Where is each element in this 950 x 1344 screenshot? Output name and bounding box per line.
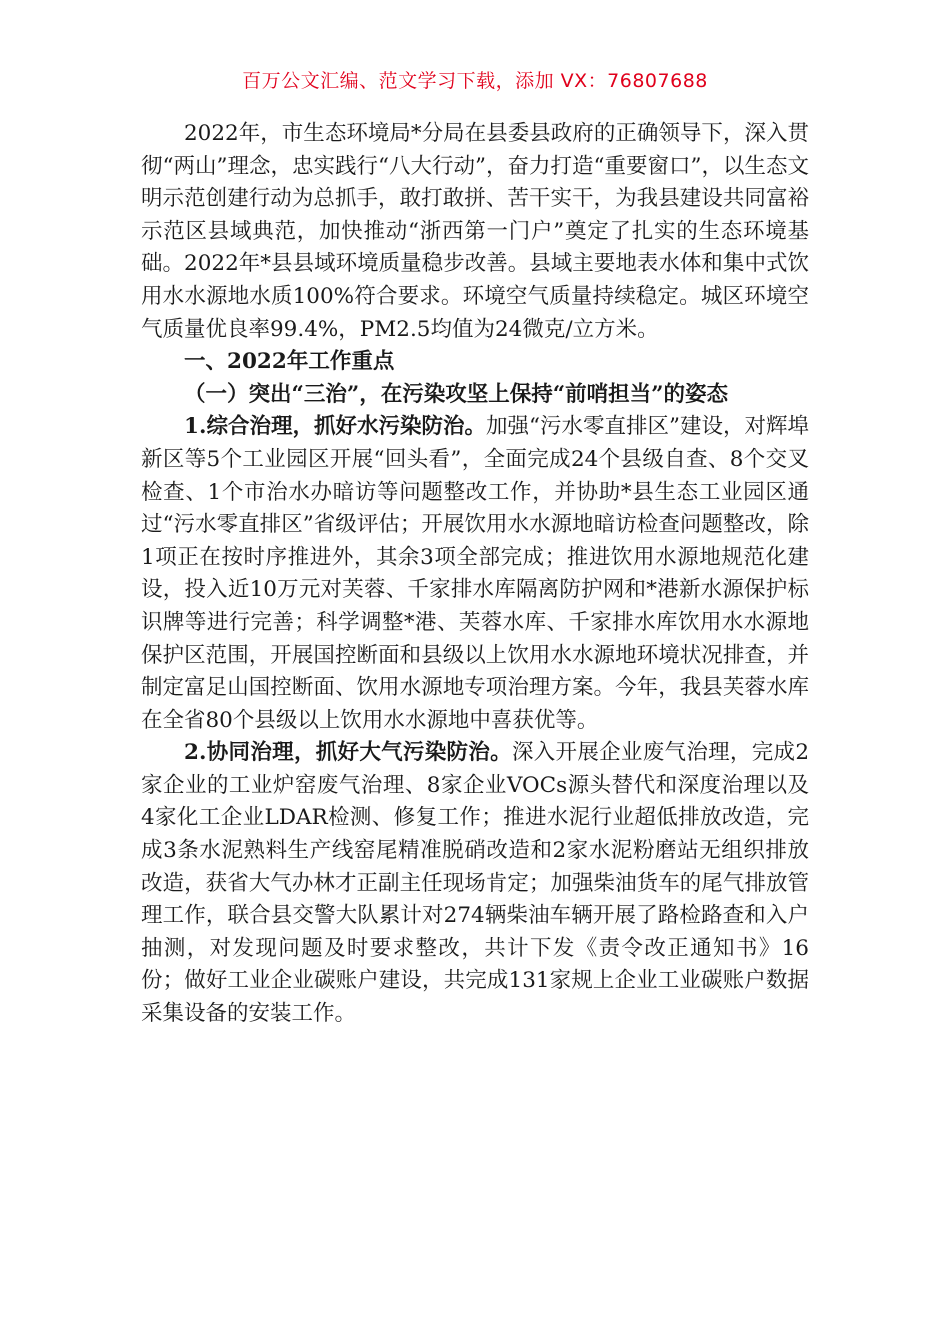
subsection-heading: （一）突出“三治”，在污染攻坚上保持“前哨担当”的姿态 [184,381,728,407]
page-header-banner: 百万公文汇编、范文学习下载，添加 VX：76807688 [242,70,708,92]
item-paragraph-2 [141,737,809,1030]
intro-paragraph: 2022年，市生态环境局*分局在县委县政府的正确领导下，深入贯彻“两山”理念，忠实践行“八大行动”，奋力打造“重要窗口”，以生态文明示范创建行动为总抓手，敢打敢拼、苦干实干，为我县建设共同富裕示范区县域典范，加快推动“浙西第一门户”奠定了扎实的生态环境基础。2022年*县县域环境质量稳步改善。县域主要地表水体和集中式饮用水水源地水质100%符合要求。环境空气质量持续稳定。城区环境空气质量优良率99.4%，PM2.5均值为24微克/立方米。 [141,121,809,342]
section-heading: 一、2022年工作重点 [184,349,395,375]
document-body [141,118,809,1031]
item-paragraph-1 [141,411,809,737]
item-title-2: 2.协同治理，抓好大气污染防治。 [184,740,512,766]
item-title-1: 1.综合治理，抓好水污染防治。 [184,414,486,440]
item-body-1: 加强“污水零直排区”建设，对辉埠新区等5个工业园区开展“回头看”，全面完成24个县级自查、8个交叉检查、1个市治水办暗访等问题整改工作，并协助*县生态工业园区通过“污水零直排区”省级评估；开展饮用水水源地暗访检查问题整改，除1项正在按时序推进外，其余3项全部完成；推进饮用水源地规范化建设，投入近10万元对芙蓉、千家排水库隔离防护网和*港新水源保护标识牌等进行完善；科学调整*港、芙蓉水库、千家排水库饮用水水源地保护区范围，开展国控断面和县级以上饮用水水源地环境状况排查，并制定富足山国控断面、饮用水源地专项治理方案。今年，我县芙蓉水库在全省80个县级以上饮用水水源地中喜获优等。 [141,414,809,733]
item-body-2: 深入开展企业废气治理，完成2家企业的工业炉窑废气治理、8家企业VOCs源头替代和深度治理以及4家化工企业LDAR检测、修复工作；推进水泥行业超低排放改造，完成3条水泥熟料生产线窑尾精准脱硝改造和2家水泥粉磨站无组织排放改造，获省大气办林才正副主任现场肯定；加强柴油货车的尾气排放管理工作，联合县交警大队累计对274辆柴油车辆开展了路检路查和入户抽测，对发现问题及时要求整改，共计下发《责令改正通知书》16份；做好工业企业碳账户建设，共完成131家规上企业工业碳账户数据采集设备的安装工作。 [141,740,809,1027]
